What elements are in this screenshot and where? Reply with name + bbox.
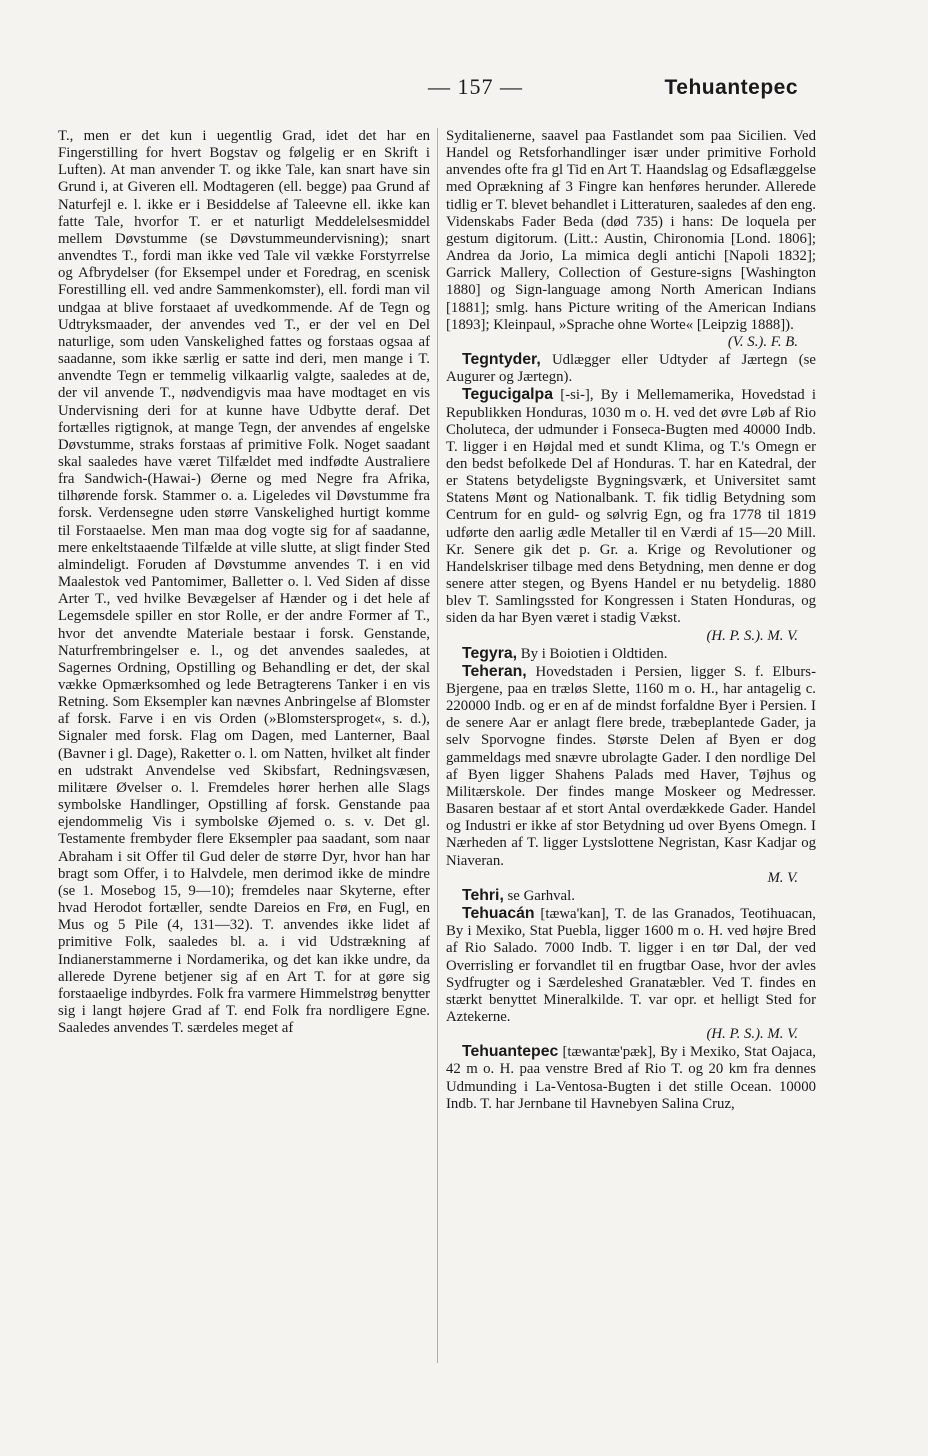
entry-headword: Tehuantepec	[462, 1043, 559, 1061]
entry-tehuacan	[446, 905, 816, 1026]
entry-teheran	[446, 663, 816, 870]
page-number: — 157 —	[428, 74, 523, 99]
entry-continuation	[446, 128, 816, 334]
entry-text: Syditalienerne, saavel paa Fastlandet som paa Sicilien. Ved Handel og Retsforhandlinger især under primitive Forhold anvendes ofte fra gl Tid en Art T. Haandslag og Edsaflæggelse med Oprækning af 3 Fingre kan henføres herunder. Allerede tidlig er T. blevet behandlet i Litteraturen, saaledes af den eng. Videnskabs Fader Beda (død 735) i hans: De loquela per gestum digitorum. (Litt.: Austin, Chironomia [Lond. 1806]; Andrea da Jorio, La mimica degli antichi [Napoli 1832]; Garrick Mallery, Collection of Gesture-signs [Washington 1880] og Sign-language among North American Indians [1881]; smlg. hans Picture writing of the American Indians [1893]; Kleinpaul, »Sprache ohne Worte« [Leipzig 1888]).	[446, 128, 816, 333]
entry-headword: Tegntyder,	[462, 351, 541, 369]
entry-tehuantepec	[446, 1043, 816, 1113]
entry-tegyra	[446, 645, 816, 663]
entry-headword: Tehuacán	[462, 905, 535, 923]
entry-headword: Tegucigalpa	[462, 386, 553, 404]
left-column	[58, 128, 430, 1378]
running-head: Tehuantepec	[664, 76, 798, 99]
entry-tehri	[446, 887, 816, 905]
entry-byline: (V. S.). F. B.	[727, 333, 798, 350]
entry-text: By i Boiotien i Oldtiden.	[520, 645, 668, 662]
right-column	[446, 128, 816, 1378]
entry-byline: (H. P. S.). M. V.	[706, 1026, 798, 1043]
entry-headword: Tehri,	[462, 886, 504, 904]
entry-headword: Tegyra,	[462, 644, 518, 662]
entry-tegucigalpa	[446, 386, 816, 627]
entry-text: [tæwantæ'pæk], By i Mexiko, Stat Oajaca, 42 m o. H. paa venstre Bred af Rio T. og 20 km fra dennes Udmunding i La-Ventosa-Bugten i det stille Ocean. 10000 Indb. T. har Jernbane til Havnebyen Salina Cruz,	[446, 1044, 816, 1112]
entry-tegntyder	[446, 351, 816, 386]
left-column-text: T., men er det kun i uegentlig Grad, idet det har en Fingerstilling for hvert Bogstav og følgelig er en Skrift i Luften). At man anvender T. og ikke Tale, kan snart have sin Grund i, at Giveren ell. Modtageren (ell. begge) paa Grund af Naturfejl e. l. ikke er i Besiddelse af Taleevne ell. ikke kan fatte Tale, hvorfor T. er et naturligt Meddelelsesmiddel mellem Døvstumme (se Døvstummeundervisning); snart anvendtes T., fordi man ikke ved Tale vil vække Forstyrrelse og Afbrydelser (for Eksempel under et Foredrag, en scenisk Forestilling ell. ved andre Sammenkomster), ell. fordi man vil undgaa at blive forstaaet af uvedkommende. Af de Tegn og Udtryksmaader, der anvendes ved T., er der vel en Del naturlige, som uden Vanskelighed fattes og forstaas ogsaa af saadanne, som ikke særlig er satte ind deri, men mange i T. anvendte Tegn er temmelig vilkaarlig valgte, saaledes at de, der vil anvende T., nødvendigvis maa have modtaget en vis Undervisning deri for at kunne have Udbytte deraf. Det fortælles rigtignok, at mange Tegn, der anvendes af engelske Døvstumme, straks forstaas af primitive Folk. Noget saadant skal saaledes have været Tilfældet med indfødte Australiere fra Sandwich-(Hawai-) Øerne og med Negre fra Afrika, tilhørende forsk. Stammer o. a. Ligeledes vil Døvstumme fra forsk. Verdensegne uden større Vanskelighed hurtigt komme til Forstaaelse. Men man maa dog vogte sig for af saadanne, mere enkeltstaaende Tilfælde at ville slutte, at sligt finder Sted almindeligt. Foruden af Døvstumme anvendes T. i en vid Maalestok ved Pantomimer, Balletter o. l. Ved Siden af disse Arter T., ved hvilke Bevægelser af Hænder og i det hele af Legemsdele spiller en stor Rolle, er der andre Former af T., hvor det anvendte Materiale bestaar i forsk. Genstande, Naturfrembringelser e. l., og det anvendes saaledes, at Sagernes Ordning, Opstilling og Behandling er det, der skal vække Opmærksomhed og lede Betragterens Tanker i en vis Retning. Som Eksempler kan nævnes Anbringelse af Blomster af forsk. Farve i en vis Orden (»Blomstersproget«, s. d.), Signaler med forsk. Flag om Dagen, med Lanterner, Baal (Bavner i gl. Dage), Raketter o. l. om Natten, hvilket alt finder en udstrakt Anvendelse ved Skibsfart, Redningsvæsen, militære Øvelser o. l. Fremdeles hører herhen alle Slags symbolske Handlinger, Opstilling af forsk. Genstande paa ejendommelig Vis i symbolske Øjemed o. s. v. Det gl. Testamente frembyder flere Eksempler paa saadant, som naar Abraham i sit Offer til Gud deler de større Dyr, hvor han har bragt som Offer, i to Halvdele, men derimod ikke de mindre (se 1. Mosebog 15, 9—10); fremdeles naar Skyterne, efter hvad Herodot fortæller, sendte Dareios en Frø, en Fugl, en Mus og 5 Pile (4, 131—32). T. anvendes ikke lidet af primitive Folk, saaledes bl. a. i vid Udstrækning af Indianerstammerne i Nordamerika, og det kan ikke undre, da allerede Dyrene betjener sig af en Art T. for at gøre sig forstaaelige indbyrdes. Folk fra varmere Himmelstrøg benytter sig i langt højere Grad af T. end Folk fra nordligere Egne. Saaledes anvendes T. særdeles meget af	[58, 128, 430, 1037]
page-header	[58, 72, 798, 108]
entry-text: Hovedstaden i Persien, ligger S. f. Elburs-Bjergene, paa en træløs Slette, 1160 m o. H., har antagelig c. 220000 Indb. og er en af de mindst forfaldne Byer i Persien. I de senere Aar er anlagt flere brede, træbeplantede Gader, ja selv Sporvogne findes. Største Delen af Byen er dog gammeldags med snævre ubrolagte Gader. I den nordlige Del af Byen ligger Shahens Palads med Haver, Tøjhus og Militærskole. Der findes mange Moskeer og Medresser. Basaren bestaar af et stort Antal overdækkede Gader. Handel og Industri er ikke af stor Betydning ud over Byens Omegn. I Nærheden af T. ligger Lystslottene Negristan, Kasr Kadjar og Niaveran.	[446, 663, 816, 869]
entry-text: se Garhval.	[507, 887, 575, 904]
entry-byline: (H. P. S.). M. V.	[706, 627, 798, 644]
column-divider	[437, 128, 438, 1363]
entry-text: Udlægger eller Udtyder af Jærtegn (se Augurer og Jærtegn).	[446, 352, 816, 386]
entry-headword: Teheran,	[462, 662, 527, 680]
entry-byline: M. V.	[767, 869, 798, 886]
entry-text: [tæwa'kan], T. de las Granados, Teotihuacan, By i Mexiko, Stat Puebla, ligger 1600 m o. H. ved højre Bred af Rio Salado. 7000 Indb. T. ligger i en tør Dal, der ved Overrisling er forvandlet til en frugtbar Oase, hvor der avles Sydfrugter og i Særdeleshed Granatæbler. Ved T. findes en stærkt benyttet Mineralkilde. T. var opr. et helligt Sted for Aztekerne.	[446, 906, 816, 1025]
entry-text: [-si-], By i Mellemamerika, Hovedstad i Republikken Honduras, 1030 m o. H. ved det øvre Løb af Rio Choluteca, der udmunder i Fonseca-Bugten med 40000 Indb. T. ligger i en Højdal med et sundt Klima, og T.'s Omegn er den bedst befolkede Del af Honduras. T. har en Katedral, der er Statens betydeligste Bygningsværk, et Universitet samt Statens Mønt og Nationalbank. T. fik tidlig Betydning som Centrum for en guld- og sølvrig Egn, og fra 1778 til 1819 udførte den aarlig ædle Metaller til en Værdi af 15—20 Mill. Kr. Senere gik det p. Gr. a. Krige og Revolutioner og Handelskriser tilbage med dens Betydning, men denne er dog senere atter stegen, og Byens Handel er nu betydelig. 1880 blev T. Samlingssted for Kongressen i Staten Honduras, og siden da har Byen været i stadig Vækst.	[446, 387, 816, 627]
